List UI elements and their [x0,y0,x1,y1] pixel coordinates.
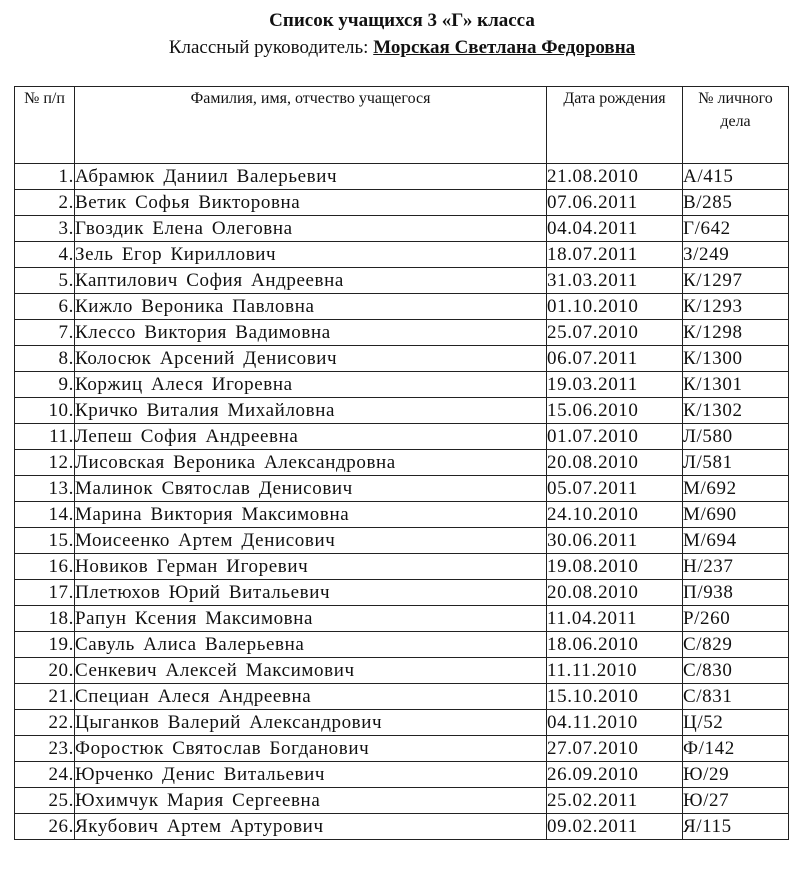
row-number: 11. [15,424,75,450]
row-number: 25. [15,788,75,814]
student-name: Рапун Ксения Максимовна [75,606,547,632]
student-name: Коржиц Алеся Игоревна [75,372,547,398]
row-number: 18. [15,606,75,632]
teacher-label: Классный руководитель: [168,37,369,58]
table-row [15,684,789,710]
student-name: Ветик Софья Викторовна [75,190,547,216]
student-name: Юрченко Денис Витальевич [75,762,547,788]
file-number: К/1300 [683,346,789,372]
column-header-birth: Дата рождения [547,87,683,164]
teacher-name: Морская Светлана Федоровна [373,37,636,58]
file-number: З/249 [683,242,789,268]
table-row [15,528,789,554]
student-name: Кижло Вероника Павловна [75,294,547,320]
file-number: А/415 [683,164,789,190]
birth-date: 11.04.2011 [547,606,683,632]
table-row [15,164,789,190]
row-number: 10. [15,398,75,424]
row-number: 8. [15,346,75,372]
row-number: 14. [15,502,75,528]
student-name: Юхимчук Мария Сергеевна [75,788,547,814]
row-number: 9. [15,372,75,398]
column-header-file: № личного дела [683,87,789,164]
birth-date: 30.06.2011 [547,528,683,554]
table-row [15,320,789,346]
table-row [15,476,789,502]
birth-date: 11.11.2010 [547,658,683,684]
row-number: 16. [15,554,75,580]
row-number: 13. [15,476,75,502]
student-name: Гвоздик Елена Олеговна [75,216,547,242]
table-row [15,398,789,424]
file-number: К/1301 [683,372,789,398]
table-row [15,268,789,294]
file-number: П/938 [683,580,789,606]
table-row [15,294,789,320]
row-number: 6. [15,294,75,320]
birth-date: 09.02.2011 [547,814,683,840]
table-row [15,580,789,606]
row-number: 22. [15,710,75,736]
student-name: Лисовская Вероника Александровна [75,450,547,476]
student-name: Лепеш София Андреевна [75,424,547,450]
table-body [15,164,789,840]
table-row [15,710,789,736]
table-row [15,216,789,242]
file-number: Ю/27 [683,788,789,814]
document-title: Список учащихся 3 «Г» класса [269,10,535,31]
student-name: Кричко Виталия Михайловна [75,398,547,424]
student-name: Моисеенко Артем Денисович [75,528,547,554]
file-number: Ф/142 [683,736,789,762]
file-number: К/1297 [683,268,789,294]
file-number: К/1293 [683,294,789,320]
table-row [15,450,789,476]
table-row [15,346,789,372]
birth-date: 19.03.2011 [547,372,683,398]
birth-date: 07.06.2011 [547,190,683,216]
student-name: Марина Виктория Максимовна [75,502,547,528]
column-header-name: Фамилия, имя, отчество учащегося [75,87,547,164]
file-number: Н/237 [683,554,789,580]
row-number: 15. [15,528,75,554]
table-row [15,502,789,528]
student-name: Специан Алеся Андреевна [75,684,547,710]
row-number: 4. [15,242,75,268]
birth-date: 01.10.2010 [547,294,683,320]
file-number: М/692 [683,476,789,502]
birth-date: 04.04.2011 [547,216,683,242]
birth-date: 27.07.2010 [547,736,683,762]
table-header [15,87,789,164]
file-number: С/831 [683,684,789,710]
birth-date: 15.06.2010 [547,398,683,424]
file-number: С/829 [683,632,789,658]
file-number: В/285 [683,190,789,216]
student-name: Колосюк Арсений Денисович [75,346,547,372]
row-number: 12. [15,450,75,476]
file-number: Ц/52 [683,710,789,736]
header-row [15,87,789,164]
student-name: Плетюхов Юрий Витальевич [75,580,547,606]
student-name: Каптилович София Андреевна [75,268,547,294]
file-number: К/1298 [683,320,789,346]
row-number: 26. [15,814,75,840]
file-number: Я/115 [683,814,789,840]
row-number: 20. [15,658,75,684]
table-row [15,606,789,632]
student-name: Малинок Святослав Денисович [75,476,547,502]
column-header-num: № п/п [15,87,75,164]
row-number: 19. [15,632,75,658]
birth-date: 20.08.2010 [547,450,683,476]
birth-date: 31.03.2011 [547,268,683,294]
file-number: Ю/29 [683,762,789,788]
student-name: Якубович Артем Артурович [75,814,547,840]
birth-date: 18.06.2010 [547,632,683,658]
row-number: 21. [15,684,75,710]
birth-date: 15.10.2010 [547,684,683,710]
table-row [15,814,789,840]
student-name: Клессо Виктория Вадимовна [75,320,547,346]
row-number: 17. [15,580,75,606]
birth-date: 21.08.2010 [547,164,683,190]
file-number: С/830 [683,658,789,684]
table-row [15,242,789,268]
birth-date: 26.09.2010 [547,762,683,788]
birth-date: 25.02.2011 [547,788,683,814]
row-number: 5. [15,268,75,294]
table-row [15,424,789,450]
birth-date: 18.07.2011 [547,242,683,268]
row-number: 23. [15,736,75,762]
row-number: 3. [15,216,75,242]
row-number: 24. [15,762,75,788]
file-number: Г/642 [683,216,789,242]
file-number: Р/260 [683,606,789,632]
row-number: 1. [15,164,75,190]
student-name: Абрамюк Даниил Валерьевич [75,164,547,190]
file-number: К/1302 [683,398,789,424]
table-row [15,190,789,216]
birth-date: 01.07.2010 [547,424,683,450]
table-row [15,554,789,580]
student-name: Савуль Алиса Валерьевна [75,632,547,658]
birth-date: 05.07.2011 [547,476,683,502]
table-row [15,788,789,814]
student-name: Сенкевич Алексей Максимович [75,658,547,684]
birth-date: 04.11.2010 [547,710,683,736]
file-number: Л/580 [683,424,789,450]
birth-date: 24.10.2010 [547,502,683,528]
student-table [14,86,789,840]
student-name: Форостюк Святослав Богданович [75,736,547,762]
file-number: М/690 [683,502,789,528]
table-row [15,762,789,788]
student-name: Цыганков Валерий Александрович [75,710,547,736]
file-number: Л/581 [683,450,789,476]
birth-date: 20.08.2010 [547,580,683,606]
student-name: Новиков Герман Игоревич [75,554,547,580]
table-row [15,736,789,762]
student-name: Зель Егор Кириллович [75,242,547,268]
row-number: 2. [15,190,75,216]
birth-date: 25.07.2010 [547,320,683,346]
table-row [15,658,789,684]
birth-date: 06.07.2011 [547,346,683,372]
table-row [15,632,789,658]
row-number: 7. [15,320,75,346]
table-row [15,372,789,398]
birth-date: 19.08.2010 [547,554,683,580]
teacher-line [0,36,804,60]
file-number: М/694 [683,528,789,554]
